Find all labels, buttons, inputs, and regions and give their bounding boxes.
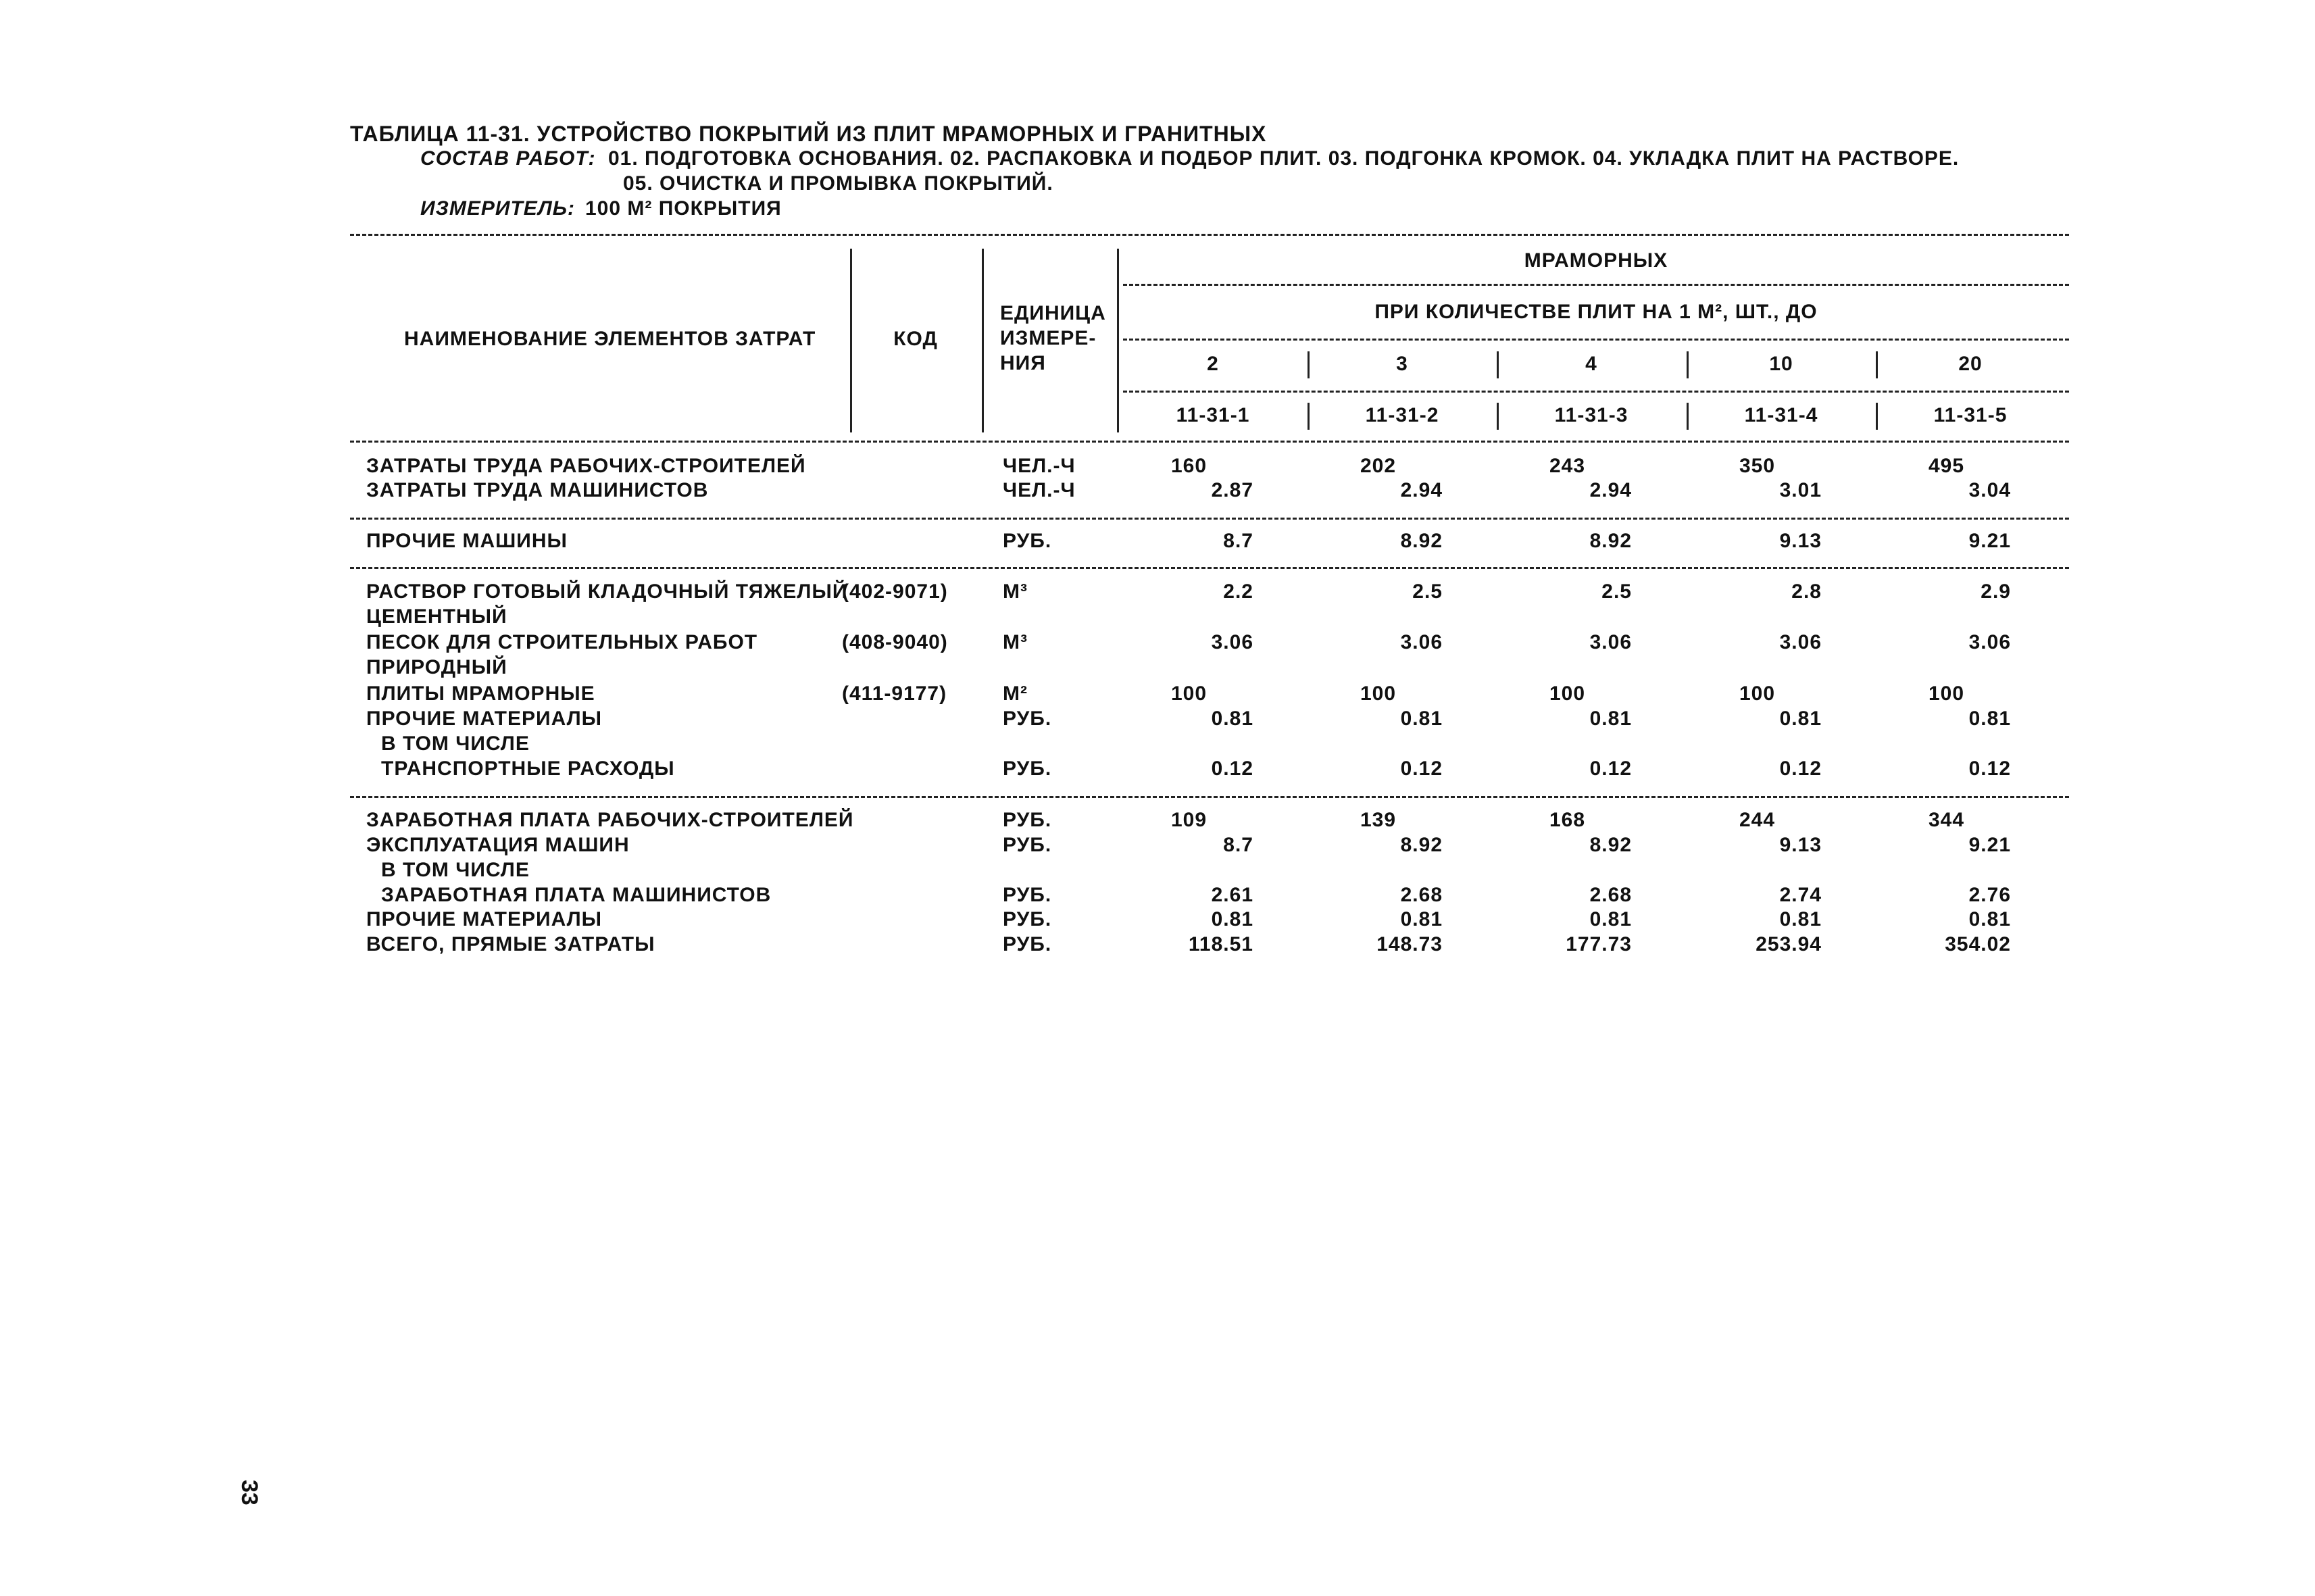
section-rule-3 bbox=[350, 796, 2069, 798]
code-cell: 11-31-5 bbox=[1933, 404, 2008, 426]
value-cell: 0.12 bbox=[1211, 757, 1253, 780]
group-header: МРАМОРНЫХ bbox=[1524, 249, 1668, 272]
value-cell: 3.06 bbox=[1779, 631, 1822, 653]
col-separator-3 bbox=[1687, 351, 1689, 378]
row-unit: РУБ. bbox=[1003, 908, 1052, 930]
value-cell: 2.87 bbox=[1211, 479, 1253, 501]
value-cell: 3.06 bbox=[1400, 631, 1443, 653]
value-cell: 109 bbox=[1171, 809, 1208, 831]
header-unit-2: ИЗМЕРЕ- bbox=[1000, 327, 1097, 349]
value-cell: 3.06 bbox=[1589, 631, 1632, 653]
row-unit: РУБ. bbox=[1003, 707, 1052, 730]
page-number: 33 bbox=[237, 1480, 262, 1505]
value-cell: 100 bbox=[1739, 682, 1776, 705]
value-cell: 139 bbox=[1360, 809, 1397, 831]
value-cell: 0.12 bbox=[1589, 757, 1632, 780]
header-unit-3: НИЯ bbox=[1000, 352, 1046, 374]
value-cell: 9.21 bbox=[1968, 834, 2011, 856]
value-cell: 3.01 bbox=[1779, 479, 1822, 501]
value-cell: 350 bbox=[1739, 455, 1776, 477]
value-cell: 2.8 bbox=[1791, 580, 1822, 603]
value-cell: 8.7 bbox=[1223, 530, 1253, 552]
value-cell: 0.81 bbox=[1779, 707, 1822, 730]
row-name: ВСЕГО, ПРЯМЫЕ ЗАТРАТЫ bbox=[366, 933, 655, 955]
row-name: В ТОМ ЧИСЛЕ bbox=[381, 859, 530, 881]
row-unit: ЧЕЛ.-Ч bbox=[1003, 455, 1076, 477]
value-cell: 3.04 bbox=[1968, 479, 2011, 501]
value-cell: 2.5 bbox=[1601, 580, 1632, 603]
row-name: ПРОЧИЕ МАШИНЫ bbox=[366, 530, 568, 552]
value-cell: 0.12 bbox=[1968, 757, 2011, 780]
value-cell: 0.81 bbox=[1968, 908, 2011, 930]
value-cell: 244 bbox=[1739, 809, 1776, 831]
col-separator-8 bbox=[1876, 403, 1878, 430]
value-cell: 0.81 bbox=[1779, 908, 1822, 930]
row-name-cont: ПРИРОДНЫЙ bbox=[366, 656, 507, 678]
value-cell: 2.9 bbox=[1981, 580, 2011, 603]
value-cell: 0.81 bbox=[1968, 707, 2011, 730]
row-unit: М³ bbox=[1003, 580, 1028, 603]
row-unit: РУБ. bbox=[1003, 834, 1052, 856]
col-separator-4 bbox=[1876, 351, 1878, 378]
value-cell: 2.76 bbox=[1968, 884, 2011, 906]
sub-header: ПРИ КОЛИЧЕСТВЕ ПЛИТ НА 1 М², ШТ., ДО bbox=[1374, 301, 1818, 323]
value-cell: 148.73 bbox=[1376, 933, 1443, 955]
value-cell: 8.92 bbox=[1400, 834, 1443, 856]
count-cell: 20 bbox=[1958, 353, 1983, 375]
count-cell: 3 bbox=[1396, 353, 1408, 375]
col-separator-unit bbox=[1117, 249, 1119, 432]
row-unit: РУБ. bbox=[1003, 530, 1052, 552]
col-separator-1 bbox=[1308, 351, 1310, 378]
value-cell: 118.51 bbox=[1188, 933, 1253, 955]
work-composition-label: СОСТАВ РАБОТ: bbox=[420, 147, 596, 170]
row-unit: М³ bbox=[1003, 631, 1028, 653]
table-title: ТАБЛИЦА 11-31. УСТРОЙСТВО ПОКРЫТИЙ ИЗ ПЛИТ МРАМОРНЫХ И ГРАНИТНЫХ bbox=[350, 122, 1267, 146]
col-separator-6 bbox=[1497, 403, 1499, 430]
code-cell: 11-31-3 bbox=[1554, 404, 1628, 426]
value-cell: 177.73 bbox=[1566, 933, 1632, 955]
value-cell: 2.61 bbox=[1211, 884, 1253, 906]
code-cell: 11-31-1 bbox=[1176, 404, 1250, 426]
value-cell: 0.12 bbox=[1400, 757, 1443, 780]
row-name: ЗАРАБОТНАЯ ПЛАТА МАШИНИСТОВ bbox=[381, 884, 772, 906]
value-cell: 9.21 bbox=[1968, 530, 2011, 552]
count-row-rule bbox=[1123, 391, 2069, 393]
row-name: ЗАРАБОТНАЯ ПЛАТА РАБОЧИХ-СТРОИТЕЛЕЙ bbox=[366, 809, 854, 831]
row-name: ПЛИТЫ МРАМОРНЫЕ bbox=[366, 682, 595, 705]
value-cell: 3.06 bbox=[1968, 631, 2011, 653]
row-name: В ТОМ ЧИСЛЕ bbox=[381, 732, 530, 755]
value-cell: 2.5 bbox=[1412, 580, 1443, 603]
value-cell: 160 bbox=[1171, 455, 1208, 477]
code-cell: 11-31-2 bbox=[1365, 404, 1439, 426]
value-cell: 344 bbox=[1928, 809, 1965, 831]
value-cell: 243 bbox=[1549, 455, 1586, 477]
measure-value: 100 М² ПОКРЫТИЯ bbox=[585, 197, 782, 220]
work-composition-line-2: 05. ОЧИСТКА И ПРОМЫВКА ПОКРЫТИЙ. bbox=[623, 172, 1053, 195]
value-cell: 8.92 bbox=[1400, 530, 1443, 552]
col-separator-5 bbox=[1308, 403, 1310, 430]
value-cell: 2.68 bbox=[1589, 884, 1632, 906]
row-name: ТРАНСПОРТНЫЕ РАСХОДЫ bbox=[381, 757, 675, 780]
row-name: ПРОЧИЕ МАТЕРИАЛЫ bbox=[366, 707, 603, 730]
sub-header-rule bbox=[1123, 339, 2069, 341]
header-bottom-rule bbox=[350, 441, 2069, 443]
row-code: (411-9177) bbox=[842, 682, 947, 705]
count-cell: 2 bbox=[1207, 353, 1219, 375]
row-name: ЗАТРАТЫ ТРУДА РАБОЧИХ-СТРОИТЕЛЕЙ bbox=[366, 455, 806, 477]
row-name: ЭКСПЛУАТАЦИЯ МАШИН bbox=[366, 834, 630, 856]
code-cell: 11-31-4 bbox=[1744, 404, 1818, 426]
row-unit: М² bbox=[1003, 682, 1028, 705]
value-cell: 253.94 bbox=[1756, 933, 1822, 955]
value-cell: 354.02 bbox=[1945, 933, 2011, 955]
value-cell: 2.94 bbox=[1589, 479, 1632, 501]
measure-label: ИЗМЕРИТЕЛЬ: bbox=[420, 197, 575, 220]
table-top-rule bbox=[350, 234, 2069, 236]
value-cell: 8.7 bbox=[1223, 834, 1253, 856]
value-cell: 2.74 bbox=[1779, 884, 1822, 906]
col-separator-2 bbox=[1497, 351, 1499, 378]
row-unit: РУБ. bbox=[1003, 933, 1052, 955]
header-code: КОД bbox=[893, 328, 938, 350]
value-cell: 495 bbox=[1928, 455, 1965, 477]
section-rule-1 bbox=[350, 518, 2069, 520]
value-cell: 2.68 bbox=[1400, 884, 1443, 906]
value-cell: 168 bbox=[1549, 809, 1586, 831]
row-unit: РУБ. bbox=[1003, 809, 1052, 831]
group-header-rule bbox=[1123, 284, 2069, 286]
row-code: (408-9040) bbox=[842, 631, 948, 653]
value-cell: 100 bbox=[1360, 682, 1397, 705]
value-cell: 0.81 bbox=[1211, 908, 1253, 930]
row-name: ПРОЧИЕ МАТЕРИАЛЫ bbox=[366, 908, 603, 930]
value-cell: 3.06 bbox=[1211, 631, 1253, 653]
row-name: ЗАТРАТЫ ТРУДА МАШИНИСТОВ bbox=[366, 479, 709, 501]
value-cell: 202 bbox=[1360, 455, 1397, 477]
value-cell: 2.94 bbox=[1400, 479, 1443, 501]
header-name: НАИМЕНОВАНИЕ ЭЛЕМЕНТОВ ЗАТРАТ bbox=[404, 328, 816, 350]
value-cell: 9.13 bbox=[1779, 530, 1822, 552]
value-cell: 0.81 bbox=[1400, 908, 1443, 930]
value-cell: 0.81 bbox=[1400, 707, 1443, 730]
value-cell: 0.81 bbox=[1589, 908, 1632, 930]
value-cell: 2.2 bbox=[1223, 580, 1253, 603]
header-unit-1: ЕДИНИЦА bbox=[1000, 302, 1106, 324]
value-cell: 0.12 bbox=[1779, 757, 1822, 780]
col-separator-name bbox=[850, 249, 852, 432]
value-cell: 100 bbox=[1549, 682, 1586, 705]
row-code: (402-9071) bbox=[842, 580, 948, 603]
row-name: ПЕСОК ДЛЯ СТРОИТЕЛЬНЫХ РАБОТ bbox=[366, 631, 758, 653]
count-cell: 4 bbox=[1585, 353, 1597, 375]
col-separator-7 bbox=[1687, 403, 1689, 430]
value-cell: 8.92 bbox=[1589, 834, 1632, 856]
row-unit: РУБ. bbox=[1003, 757, 1052, 780]
row-name-cont: ЦЕМЕНТНЫЙ bbox=[366, 605, 507, 628]
value-cell: 9.13 bbox=[1779, 834, 1822, 856]
row-unit: ЧЕЛ.-Ч bbox=[1003, 479, 1076, 501]
row-unit: РУБ. bbox=[1003, 884, 1052, 906]
value-cell: 100 bbox=[1928, 682, 1965, 705]
row-name: РАСТВОР ГОТОВЫЙ КЛАДОЧНЫЙ ТЯЖЕЛЫЙ bbox=[366, 580, 848, 603]
col-separator-code bbox=[982, 249, 984, 432]
value-cell: 100 bbox=[1171, 682, 1208, 705]
count-cell: 10 bbox=[1769, 353, 1793, 375]
value-cell: 0.81 bbox=[1589, 707, 1632, 730]
section-rule-2 bbox=[350, 567, 2069, 569]
value-cell: 0.81 bbox=[1211, 707, 1253, 730]
work-composition-line-1: 01. ПОДГОТОВКА ОСНОВАНИЯ. 02. РАСПАКОВКА И ПОДБОР ПЛИТ. 03. ПОДГОНКА КРОМОК. 04. УКЛАДКА ПЛИТ НА РАСТВОРЕ. bbox=[608, 147, 1960, 170]
value-cell: 8.92 bbox=[1589, 530, 1632, 552]
